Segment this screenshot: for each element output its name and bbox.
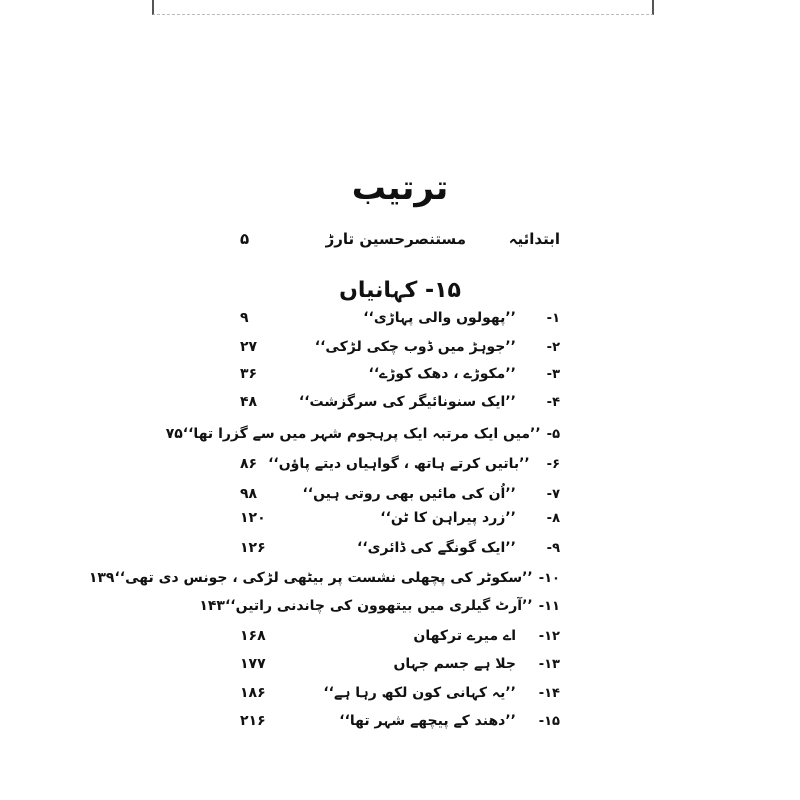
section-heading: ۱۵- کہانیاں [339, 278, 461, 303]
toc-row [240, 482, 560, 506]
toc-row [240, 536, 560, 560]
entry-page-number: ۹ [240, 310, 249, 326]
entry-title: ’’مکوڑے ، دھک کوڑے‘‘ [368, 366, 516, 382]
entry-page-number: ۱۲۶ [240, 540, 266, 556]
toc-row [240, 709, 560, 733]
entry-title: ’’باتیں کرتے ہاتھ ، گواہیاں دیتے پاؤں‘‘ [268, 456, 530, 472]
toc-row [240, 452, 560, 476]
entry-title: ’’آرٹ گیلری میں بیتھوون کی چاندنی راتیں‘‘ [224, 598, 533, 614]
entry-number: ۳- [546, 366, 560, 382]
entry-title: ’’اُن کی مائیں بھی روتی ہیں‘‘ [302, 486, 516, 502]
entry-page-number: ۲۱۶ [240, 713, 266, 729]
entry-title: ’’سکوٹر کی پچھلی نشست پر بیٹھی لڑکی ، جونس دی تھی‘‘ [114, 570, 533, 586]
entry-number: ۱۴- [538, 685, 560, 701]
toc-row [240, 335, 560, 359]
entry-number: ۲- [546, 339, 560, 355]
entry-number: ۱۱- [538, 598, 560, 614]
toc-row [240, 390, 560, 414]
entry-number: ۱۰- [538, 570, 560, 586]
entry-title: ’’زرد پیراہن کا ٹن‘‘ [380, 510, 516, 526]
entry-number: ۱۵- [538, 713, 560, 729]
toc-row [165, 422, 560, 446]
toc-row [88, 566, 560, 590]
intro-author: مستنصرحسین تارڑ [325, 230, 466, 248]
entry-page-number: ۱۸۶ [240, 685, 266, 701]
entry-title: ’’جوہڑ میں ڈوب چکی لڑکی‘‘ [314, 339, 516, 355]
entry-title: ’’دھند کے پیچھے شہر تھا‘‘ [339, 713, 516, 729]
entry-number: ۴- [546, 394, 560, 410]
entry-title: ’’پھولوں والی پہاڑی‘‘ [363, 310, 516, 326]
entry-page-number: ۳۶ [240, 366, 258, 382]
entry-title: ’’ایک سنونائیگر کی سرگزشت‘‘ [298, 394, 516, 410]
toc-row [240, 506, 560, 530]
toc-row [240, 652, 560, 676]
intro-page-number: ۵ [240, 230, 250, 248]
entry-page-number: ۱۶۸ [240, 628, 266, 644]
entry-page-number: ۹۸ [240, 486, 258, 502]
entry-number: ۸- [546, 510, 560, 526]
entry-page-number: ۱۳۹ [88, 570, 115, 586]
entry-page-number: ۸۶ [240, 456, 258, 472]
entry-page-number: ۱۲۰ [240, 510, 266, 526]
page-title: ترتیب [351, 168, 449, 208]
entry-title: اے میرے ترکھان [413, 628, 516, 644]
entry-number: ۱۲- [538, 628, 560, 644]
toc-row [240, 306, 560, 330]
toc-row [240, 624, 560, 648]
entry-number: ۱۳- [538, 656, 560, 672]
entry-title: ’’یہ کہانی کون لکھ رہا ہے‘‘ [323, 685, 516, 701]
entry-number: ۶- [546, 456, 560, 472]
intro-row [240, 226, 560, 252]
entry-number: ۹- [546, 540, 560, 556]
toc-row [240, 681, 560, 705]
entry-number: ۱- [546, 310, 560, 326]
entry-title: ’’ایک گونگے کی ڈائری‘‘ [357, 540, 516, 556]
entry-number: ۵- [546, 426, 560, 442]
entry-page-number: ۱۷۷ [240, 656, 266, 672]
entry-page-number: ۴۸ [240, 394, 258, 410]
entry-title: جلا ہے جسم جہاں [393, 656, 516, 672]
toc-row [199, 594, 560, 618]
intro-label: ابتدائیہ [508, 230, 560, 248]
entry-page-number: ۲۷ [240, 339, 258, 355]
toc-row [240, 362, 560, 386]
entry-page-number: ۱۴۳ [199, 598, 225, 614]
entry-title: ’’میں ایک مرتبہ ایک پرہجوم شہر میں سے گزرا تھا‘‘ [182, 426, 541, 442]
table-of-contents [88, 0, 560, 800]
entry-number: ۷- [546, 486, 560, 502]
entry-page-number: ۷۵ [165, 426, 183, 442]
